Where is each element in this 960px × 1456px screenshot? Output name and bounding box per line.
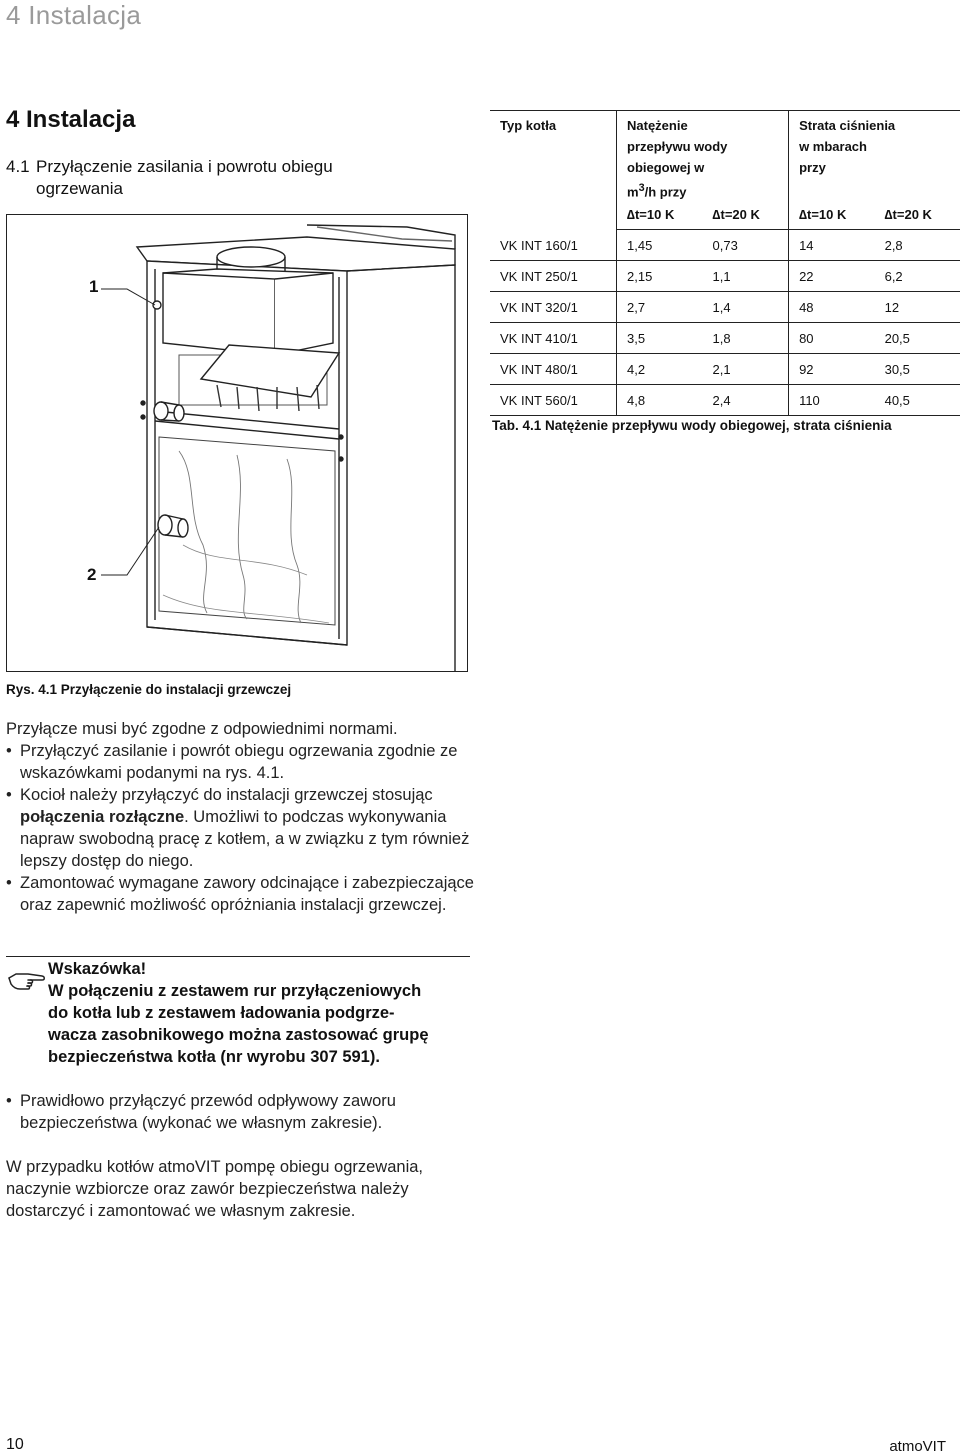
intro-text: Przyłącze musi być zgodne z odpowiednimi normami. (6, 720, 398, 738)
header-boiler-type: Typ kotła (490, 111, 617, 230)
cell-flow-dt20: 1,4 (703, 292, 789, 323)
cell-loss-dt20: 20,5 (875, 323, 960, 354)
figure-caption: Rys. 4.1 Przyłączenie do instalacji grzewczej (6, 682, 292, 697)
note-block (48, 958, 478, 1068)
bullet-item: • Prawidłowo przyłączyć przewód odpływowy zaworu bezpieczeństwa (wykonać we własnym zakresie). (6, 1090, 490, 1134)
note-heading: Wskazówka! (48, 960, 147, 978)
cell-flow-dt10: 2,15 (617, 261, 703, 292)
note-line: wacza zasobnikowego można zastosować grupę (48, 1026, 429, 1044)
page-number: 10 (6, 1436, 24, 1453)
header-flow-dt10: ∆t=10 K (617, 204, 703, 230)
cell-loss-dt10: 48 (789, 292, 875, 323)
pointing-hand-icon (6, 964, 46, 996)
cell-type: VK INT 320/1 (490, 292, 617, 323)
cell-type: VK INT 560/1 (490, 385, 617, 416)
boiler-illustration (6, 214, 468, 672)
cell-loss-dt20: 2,8 (875, 230, 960, 261)
cell-type: VK INT 160/1 (490, 230, 617, 261)
bullet-item (6, 784, 476, 872)
header-pressure-loss (789, 111, 960, 205)
header-flow-line: Natężenie (627, 118, 688, 133)
table-row (490, 292, 960, 323)
header-flow (617, 111, 789, 205)
note-line: W połączeniu z zestawem rur przyłączeniowych (48, 982, 422, 1000)
bullet-text: Kocioł należy przyłączyć do instalacji grzewczej stosując (20, 786, 433, 804)
bullet-emphasis: połączenia rozłączne (20, 808, 185, 826)
cell-flow-dt20: 2,4 (703, 385, 789, 416)
note-line: bezpieczeństwa kotła (nr wyrobu 307 591). (48, 1048, 380, 1066)
header-flow-dt20: ∆t=20 K (703, 204, 789, 230)
header-flow-line: obiegowej w (627, 160, 705, 175)
header-loss-dt10: ∆t=10 K (789, 204, 875, 230)
note-line: do kotła lub z zestawem ładowania podgrze- (48, 1004, 395, 1022)
cell-loss-dt10: 22 (789, 261, 875, 292)
header-loss-dt20: ∆t=20 K (875, 204, 960, 230)
cell-loss-dt10: 110 (789, 385, 875, 416)
cell-flow-dt20: 0,73 (703, 230, 789, 261)
unit-base: m (627, 184, 639, 200)
header-flow-line: przepływu wody (627, 139, 728, 154)
cell-flow-dt10: 1,45 (617, 230, 703, 261)
cell-type: VK INT 410/1 (490, 323, 617, 354)
cell-loss-dt10: 80 (789, 323, 875, 354)
cell-loss-dt10: 14 (789, 230, 875, 261)
callout-1: 1 (89, 277, 99, 296)
cell-flow-dt20: 2,1 (703, 354, 789, 385)
unit-rest: /h przy (644, 184, 687, 200)
section-title: 4 Instalacja (6, 106, 136, 133)
header-loss-line: przy (799, 160, 826, 175)
boiler-drawing (7, 215, 467, 671)
cell-loss-dt10: 92 (789, 354, 875, 385)
subsection-title-line1: Przyłączenie zasilania i powrotu obiegu (36, 157, 333, 176)
table-row (490, 385, 960, 416)
table-row (490, 230, 960, 261)
cell-loss-dt20: 30,5 (875, 354, 960, 385)
final-paragraph: W przypadku kotłów atmoVIT pompę obiegu ogrzewania, naczynie wzbiorcze oraz zawór bezpieczeństwa należy dostarczyć i zamontować we własnym zakresie. (6, 1158, 423, 1220)
cell-flow-dt20: 1,1 (703, 261, 789, 292)
subsection-title (6, 156, 406, 200)
subsection-number: 4.1 (6, 157, 30, 176)
running-header: 4 Instalacja (6, 0, 142, 30)
cell-flow-dt20: 1,8 (703, 323, 789, 354)
flow-pressure-table (490, 110, 960, 416)
cell-loss-dt20: 40,5 (875, 385, 960, 416)
cell-type: VK INT 250/1 (490, 261, 617, 292)
header-loss-line: Strata ciśnienia (799, 118, 896, 133)
cell-flow-dt10: 3,5 (617, 323, 703, 354)
header-flow-unit (627, 178, 782, 202)
note-divider (6, 956, 470, 957)
bullet-item: • Zamontować wymagane zawory odcinające i zabezpieczające oraz zapewnić możliwość opróżniania instalacji grzewczej. (6, 872, 476, 916)
cell-type: VK INT 480/1 (490, 354, 617, 385)
cell-flow-dt10: 4,2 (617, 354, 703, 385)
table-row (490, 261, 960, 292)
bullet-item: • Przyłączyć zasilanie i powrót obiegu ogrzewania zgodnie ze wskazówkami podanymi na rys. 4.1. (6, 740, 476, 784)
instructions (6, 718, 476, 916)
unit-sup: 3 (638, 182, 645, 194)
brand-name: atmoVIT (889, 1438, 946, 1455)
callout-2: 2 (87, 565, 97, 584)
cell-loss-dt20: 12 (875, 292, 960, 323)
cell-flow-dt10: 2,7 (617, 292, 703, 323)
cell-loss-dt20: 6,2 (875, 261, 960, 292)
header-loss-line: w mbarach (799, 139, 867, 154)
subsection-title-line2: ogrzewania (36, 179, 123, 198)
table-caption: Tab. 4.1 Natężenie przepływu wody obiegowej, strata ciśnienia (492, 418, 892, 433)
table-row (490, 323, 960, 354)
cell-flow-dt10: 4,8 (617, 385, 703, 416)
table-row (490, 354, 960, 385)
bullet-text: . Umożliwi to podczas wykonywania napraw swobodną pracę z kotłem, a w związku z tym również lepszy dostęp do niego. (20, 808, 470, 870)
